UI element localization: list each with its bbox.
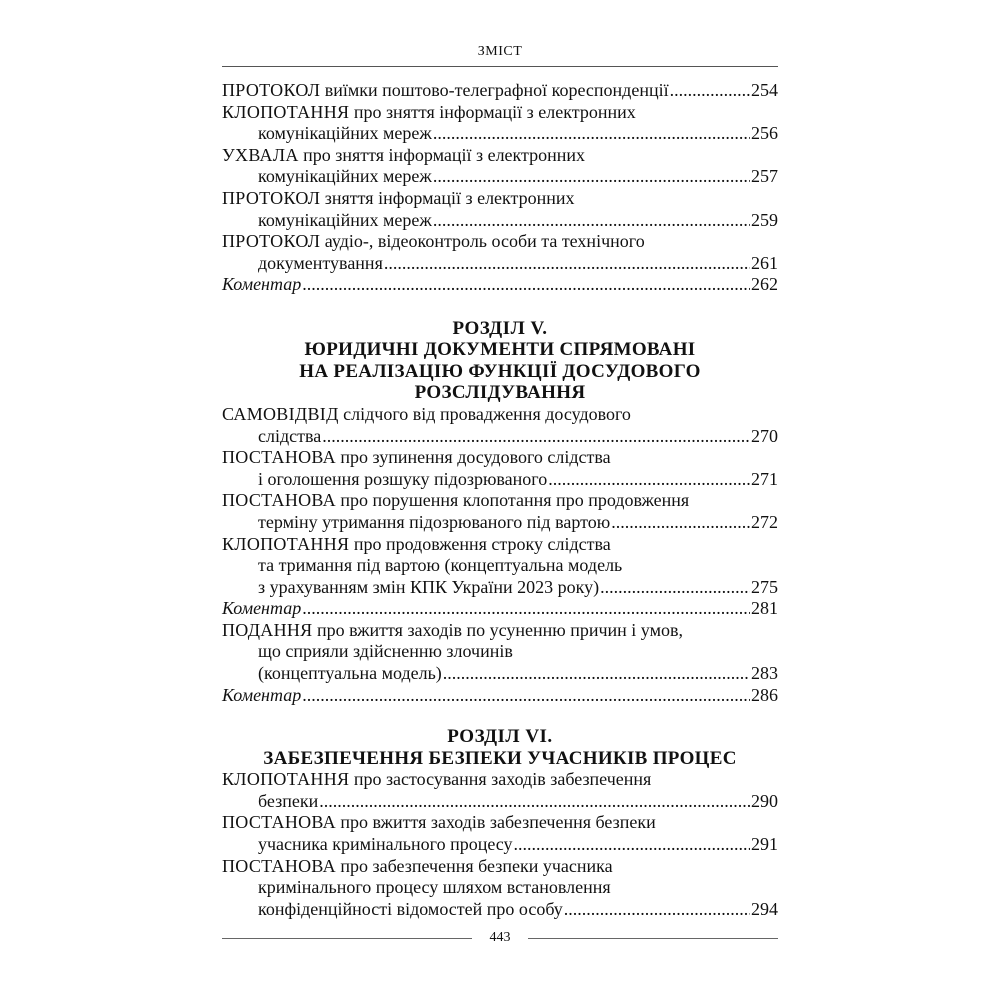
toc-entry-lead: ПОСТАНОВА [222,855,336,876]
book-page [222,0,778,1000]
dot-leader [302,685,750,707]
toc-entry-lead: ПОСТАНОВА [222,490,336,511]
toc-entry-text: що сприяли здійсненню злочинів [258,641,513,662]
toc-group-section-6 [222,769,778,920]
dot-leader [670,80,750,102]
toc-page-number: 259 [751,209,778,230]
toc-entry [222,769,778,812]
toc-entry-text: та тримання під вартою (концептуальна модель [258,555,623,576]
toc-entry-text: про продовження строку слідства [353,533,611,554]
section-heading-5 [222,318,778,404]
toc-entry [222,447,778,490]
toc-entry-text: слідчого від провадження досудового [343,403,631,424]
toc-entry-line [222,769,778,791]
dot-leader [600,577,750,599]
toc-entry-line [222,469,778,491]
toc-entry-text: про застосування заходів забезпечення [353,769,652,790]
dot-leader [611,512,750,534]
toc-entry [222,685,778,707]
dot-leader [433,123,750,145]
toc-entry-lead: ПРОТОКОЛ [222,231,321,252]
toc-entry-line [222,426,778,448]
toc-entry-line [222,641,778,663]
toc-entry-line [222,166,778,188]
toc-page-number: 283 [751,663,778,684]
toc-entry-text: про забезпечення безпеки учасника [340,855,613,876]
section-title-line: НА РЕАЛІЗАЦІЮ ФУНКЦІЇ ДОСУДОВОГО [299,360,701,382]
toc-entry [222,620,778,685]
dot-leader [564,899,750,921]
toc-entry-text: комунікаційних мереж [258,209,432,230]
toc-entry-line [222,253,778,275]
toc-entry-line [222,404,778,426]
toc-entry [222,812,778,855]
toc-entry [222,490,778,533]
toc-entry-text: учасника кримінального процесу [258,834,513,855]
toc-entry-line [222,877,778,899]
toc-page-number: 256 [751,123,778,144]
toc-entry-line [222,188,778,210]
dot-leader [322,426,750,448]
section-title-line: РОЗСЛІДУВАННЯ [414,382,586,404]
toc-entry-line [222,577,778,599]
toc-entry-text: аудіо-, відеоконтроль особи та технічного [324,231,645,252]
toc-entry-line [222,231,778,253]
toc-entry-line [222,274,778,296]
toc-page-number: 261 [751,252,778,273]
toc-entry-line [222,145,778,167]
section-number: РОЗДІЛ VI. [447,726,553,748]
dot-leader [319,791,750,813]
toc-entry-lead: КЛОПОТАННЯ [222,769,350,790]
toc-entry-text: про зняття інформації з електронних [353,101,636,122]
dot-leader [433,210,750,232]
toc-page-number: 281 [751,598,778,619]
toc-entry [222,534,778,599]
toc-entry-line [222,447,778,469]
toc-page-number: 291 [751,834,778,855]
toc-entry-text: безпеки [258,790,319,811]
dot-leader [548,469,750,491]
toc-entry-text: виїмки поштово-телеграфної кореспонденції [324,80,669,100]
toc-entry-text: документування [258,252,383,273]
toc-entry-line [222,620,778,642]
toc-group-section-5 [222,404,778,706]
toc-entry-line [222,102,778,124]
toc-entry-text: про зняття інформації з електронних [303,144,586,165]
toc-entry [222,102,778,145]
toc-entry [222,404,778,447]
toc-entry-lead: ПРОТОКОЛ [222,80,321,100]
toc-entry-line [222,80,778,102]
toc-entry-line [222,534,778,556]
section-title-line: ЗАБЕЗПЕЧЕННЯ БЕЗПЕКИ УЧАСНИКІВ ПРОЦЕС [263,747,737,769]
toc-entry-line [222,663,778,685]
toc-entry [222,80,778,102]
toc-entry-line [222,123,778,145]
section-heading-6 [222,726,778,769]
toc-entry-text: про зупинення досудового слідства [340,447,611,468]
toc-entry-line [222,834,778,856]
toc-entry-lead: САМОВІДВІД [222,403,339,424]
toc-page-number: 254 [751,80,778,100]
running-head: ЗМІСТ [477,44,523,59]
toc-entry-line [222,685,778,707]
toc-entry-text: зняття інформації з електронних [324,187,575,208]
toc-entry-line [222,856,778,878]
toc-entry-lead: ПРОТОКОЛ [222,187,321,208]
toc-entry-text: і оголошення розшуку підозрюваного [258,468,548,489]
toc-entry-text: Коментар [222,598,302,619]
toc-entry-lead: КЛОПОТАННЯ [222,101,350,122]
toc-entry-line [222,791,778,813]
toc-entry-line [222,598,778,620]
page-number: 443 [489,930,511,945]
toc-entry [222,598,778,620]
header-rule [222,66,778,67]
page-footer [222,930,778,946]
toc-entry [222,145,778,188]
toc-entry-lead: ПОДАННЯ [222,619,313,640]
dot-leader [384,253,750,275]
dot-leader [302,274,750,296]
section-number: РОЗДІЛ V. [452,317,548,339]
toc-page-number: 275 [751,576,778,597]
toc-entry-text: конфіденційності відомостей про особу [258,898,563,919]
toc-entry-line [222,512,778,534]
toc-entry-lead: ПОСТАНОВА [222,812,336,833]
section-title-line: ЮРИДИЧНІ ДОКУМЕНТИ СПРЯМОВАНІ [304,339,696,361]
toc-entry-lead: КЛОПОТАННЯ [222,533,350,554]
toc-page-number: 286 [751,684,778,705]
toc-entry-text: про порушення клопотання про продовження [340,490,690,511]
toc-entry [222,188,778,231]
toc-entry-line [222,899,778,921]
toc-entry [222,274,778,296]
dot-leader [443,663,750,685]
footer-rule-right [528,938,778,939]
toc-entry-text: Коментар [222,274,302,295]
toc-entry-text: про вжиття заходів по усуненню причин і умов, [316,619,683,640]
toc-entry-lead: УХВАЛА [222,144,299,165]
dot-leader [302,598,750,620]
toc-entry-lead: ПОСТАНОВА [222,447,336,468]
toc-page-number: 271 [751,468,778,489]
toc-page-number: 290 [751,790,778,811]
toc-entry-text: комунікаційних мереж [258,123,432,144]
toc-page-number: 257 [751,166,778,187]
toc-group-continued [222,80,778,296]
toc-entry-text: слідства [258,425,322,446]
toc-entry-line [222,555,778,577]
toc-page-number: 294 [751,898,778,919]
toc-entry [222,856,778,921]
dot-leader [514,834,750,856]
toc-entry-line [222,812,778,834]
toc-page-number: 262 [751,274,778,295]
dot-leader [433,166,750,188]
toc-entry-line [222,210,778,232]
table-of-contents [222,80,778,920]
toc-entry [222,231,778,274]
toc-entry-text: (концептуальна модель) [258,663,442,684]
toc-page-number: 270 [751,425,778,446]
toc-entry-text: терміну утримання підозрюваного під вартою [258,511,611,532]
toc-entry-text: кримінального процесу шляхом встановлення [258,877,611,898]
toc-entry-text: з урахуванням змін КПК України 2023 року) [258,576,600,597]
toc-page-number: 272 [751,511,778,532]
toc-entry-text: комунікаційних мереж [258,166,432,187]
toc-entry-text: про вжиття заходів забезпечення безпеки [340,812,656,833]
toc-entry-line [222,490,778,512]
toc-entry-text: Коментар [222,684,302,705]
